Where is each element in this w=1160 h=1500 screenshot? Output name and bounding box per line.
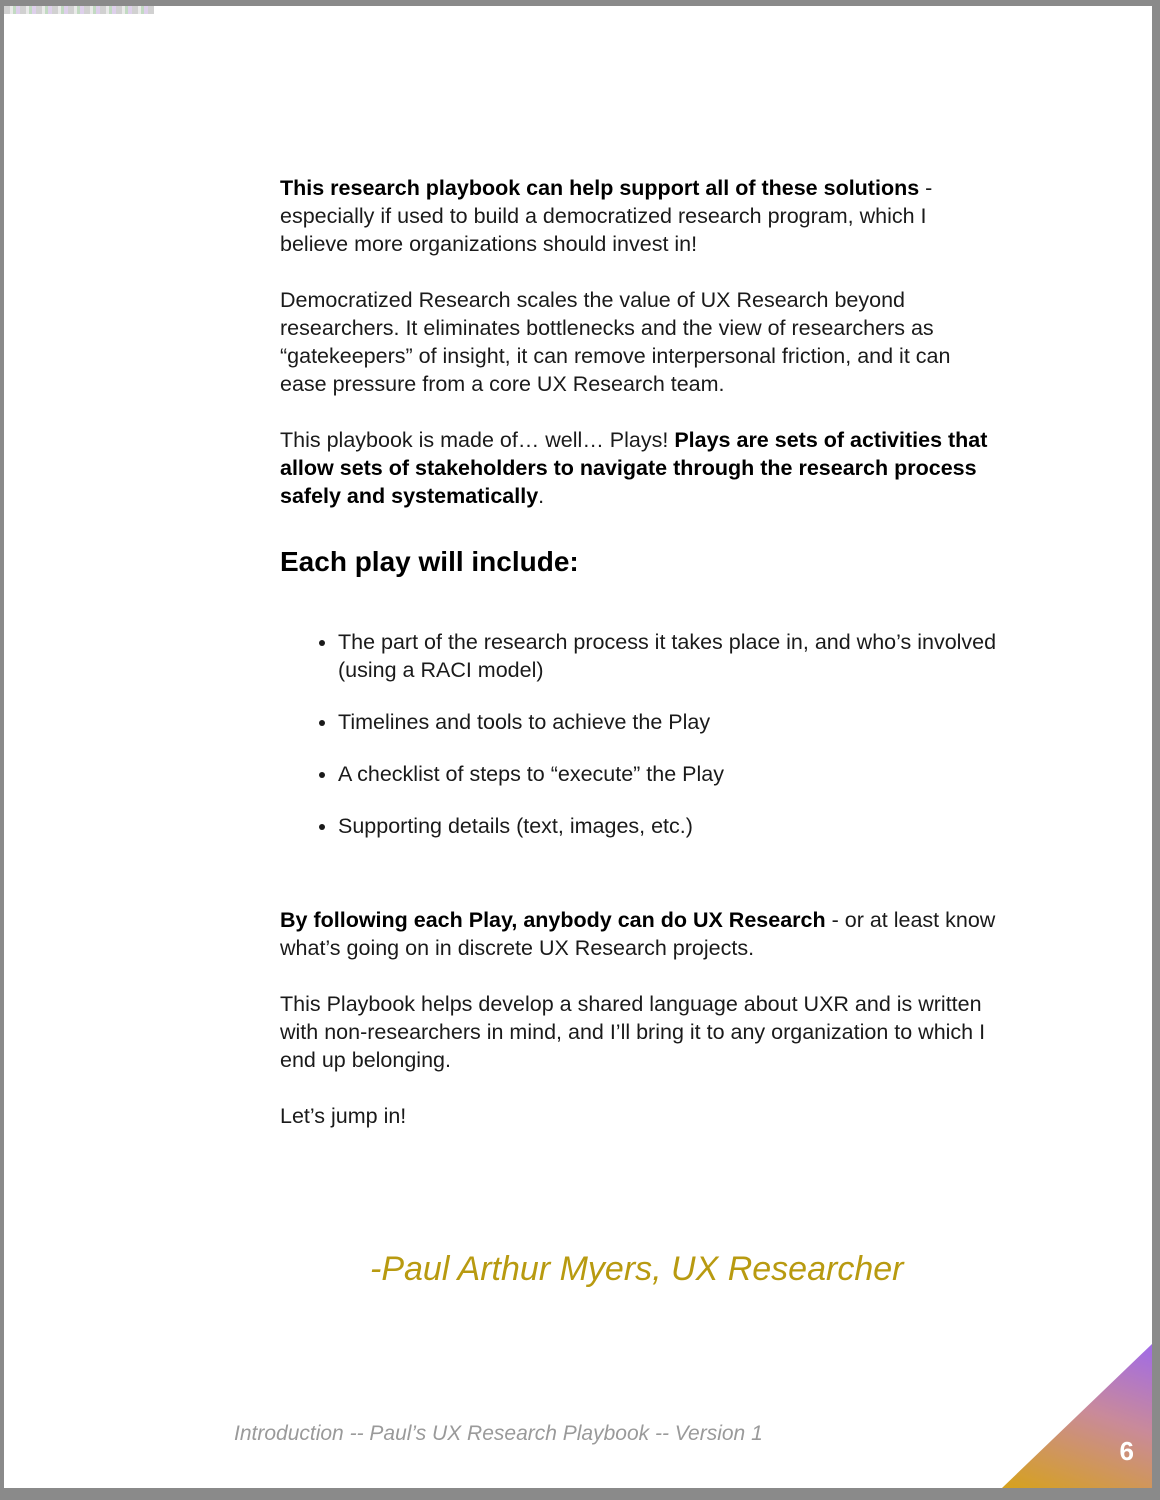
list-item: • Timelines and tools to achieve the Play [338, 708, 1000, 736]
plays-text-end: . [538, 484, 545, 508]
page-content [280, 174, 1000, 1130]
page-footer: Introduction -- Paul’s UX Research Playbook -- Version 1 [234, 1422, 763, 1445]
plays-paragraph [280, 426, 1000, 510]
list-item: • A checklist of steps to “execute” the Play [338, 760, 1000, 788]
render-artifact [4, 6, 154, 14]
list-item: • The part of the research process it takes place in, and who’s involved (using a RACI model) [338, 628, 1000, 684]
democratized-paragraph: Democratized Research scales the value of UX Research beyond researchers. It eliminates bottlenecks and the view of researchers as “gatekeepers” of insight, it can remove interpersonal friction, and it can ease pressure from a core UX Research team. [280, 288, 951, 396]
following-text: - or at least know what’s going on in discrete UX Research projects. [280, 908, 996, 960]
following-bold-text: By following each Play, anybody can do UX Research [280, 908, 826, 932]
intro-paragraph [280, 174, 1000, 258]
play-contents-list [280, 628, 1000, 840]
plays-text-start: This playbook is made of… well… Plays! [280, 428, 675, 452]
author-signature: -Paul Arthur Myers, UX Researcher [370, 1250, 904, 1288]
document-page [4, 6, 1152, 1488]
following-paragraph [280, 906, 1000, 962]
page-number: 6 [1119, 1436, 1134, 1466]
jump-in-paragraph: Let’s jump in! [280, 1104, 407, 1128]
intro-bold-text: This research playbook can help support all of these solutions [280, 176, 920, 200]
corner-decoration [1002, 1344, 1152, 1488]
intro-text: - especially if used to build a democratized research program, which I believe more organizations should invest in! [280, 176, 933, 256]
plays-bold-text: Plays are sets of activities that allow sets of stakeholders to navigate through the research process safely and systematically [280, 428, 988, 508]
list-item: • Supporting details (text, images, etc.) [338, 812, 1000, 840]
section-heading: Each play will include: [280, 546, 579, 577]
shared-language-paragraph: This Playbook helps develop a shared language about UXR and is written with non-researchers in mind, and I’ll bring it to any organization to which I end up belonging. [280, 992, 986, 1072]
